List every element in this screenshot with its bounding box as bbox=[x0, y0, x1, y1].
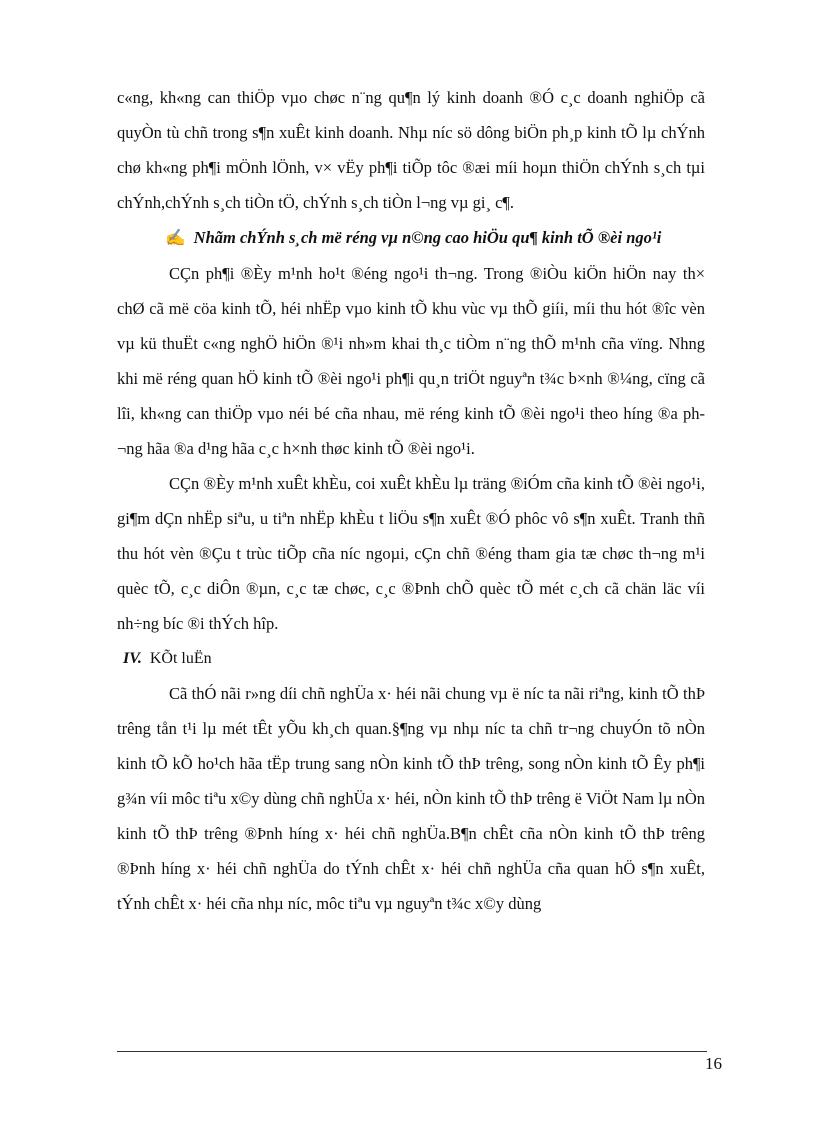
text-line: ®Þnh híng x· héi chñ nghÜa do tÝnh chÊt x· héi chñ nghÜa cña quan hÖ bbox=[117, 859, 636, 878]
text-line: c«ng, kh«ng can thiÖp vµo chøc n¨ng qu¶n lý kinh doanh ®Ó c¸c doanh bbox=[117, 88, 628, 107]
subheading-foreign-economic-policy bbox=[117, 220, 705, 256]
section-heading-conclusion bbox=[117, 641, 705, 676]
text-line: kinh tÕ thÞ trêng, song nÒn kinh tÕ Êy ph¶i g¾n víi môc tiªu x©y dùng bbox=[117, 754, 706, 808]
text-line: chøc, c¸c ®Þnh chÕ quèc tÕ mét c¸ch cã chän läc víi nh÷ng bíc ®i thÝch bbox=[117, 579, 706, 633]
text-line: vµo néi bé cña nhau, më réng kinh tÕ ®èi ngo¹i theo híng ®a ph¬ng hãa bbox=[117, 404, 705, 458]
text-line: ph¸p kinh tÕ lµ chÝnh chø kh«ng ph¶i mÖnh lÖnh, v× vËy ph¶i tiÕp tôc bbox=[117, 123, 706, 177]
text-line: tÕ ®èi ngo¹i, gi¶m dÇn nhËp siªu, u tiªn nhËp khÈu t liÖu s¶n xuÊt ®Ó bbox=[117, 474, 705, 528]
text-line: Cã thÓ nãi r»ng díi chñ nghÜa x· héi nãi chung vµ ë níc ta nãi bbox=[169, 684, 585, 703]
subheading-text: ngo¹i bbox=[626, 228, 662, 247]
subheading-text: Nhãm chÝnh s¸ch më réng vµ n©ng cao hiÖu qu¶ kinh tÕ ®èi bbox=[193, 228, 623, 247]
paragraph-continuation bbox=[117, 80, 705, 220]
text-line: ngo¹i ph¶i qu¸n triÖt nguyªn t¾c b×nh ®¼ng, cïng cã lîi, kh«ng can thiÖp bbox=[117, 369, 706, 423]
paragraph-foreign-trade bbox=[117, 256, 705, 466]
text-line: cÇn chñ ®éng tham gia tæ chøc th¬ng m¹i quèc tÕ, c¸c diÔn ®µn, c¸c tæ bbox=[117, 544, 706, 598]
text-line: CÇn ®Èy m¹nh xuÊt khÈu, coi xuÊt khÈu lµ träng ®iÓm cña kinh bbox=[169, 474, 614, 493]
text-line: nghiÖp cã quyÒn tù chñ trong s¶n xuÊt kinh doanh. Nhµ níc sö dông biÖn bbox=[117, 88, 705, 142]
paragraph-export bbox=[117, 466, 705, 641]
text-line: ®æi míi hoµn thiÖn chÝnh s¸ch tµi chÝnh,chÝnh s¸ch tiÒn tÖ, chÝnh s¸ch bbox=[117, 158, 706, 212]
text-line: hiÖn nay th× chØ cã më cöa kinh tÕ, héi nhËp vµo kinh tÕ khu vùc vµ thÕ bbox=[117, 264, 705, 318]
text-line: tiÒn l¬ng vµ gi¸ c¶. bbox=[382, 193, 515, 212]
text-line: phôc vô s¶n xuÊt. Tranh thñ thu hót vèn ®Çu t trùc tiÕp cña níc ngoµi, bbox=[117, 509, 705, 563]
footer-rule bbox=[117, 1051, 707, 1052]
text-line: chñ nghÜa x· héi, nÒn kinh tÕ thÞ trêng ë ViÖt Nam lµ nÒn kinh tÕ thÞ bbox=[117, 789, 705, 843]
text-line: s¶n xuÊt, tÝnh chÊt x· héi cña nhµ níc, môc tiªu vµ nguyªn t¾c x©y dùng bbox=[117, 859, 706, 913]
page-content bbox=[117, 80, 705, 921]
text-line: giíi, míi thu hót ®îc vèn vµ kü thuËt c«ng nghÖ hiÖn ®¹i nh»m khai th¸c bbox=[117, 299, 705, 353]
paragraph-conclusion bbox=[117, 676, 705, 921]
text-line: tiÒm n¨ng thÕ m¹nh cña vïng. Nhng khi më réng quan hÖ kinh tÕ ®èi bbox=[117, 334, 706, 388]
section-title: KÕt luËn bbox=[149, 650, 212, 667]
text-line: hîp. bbox=[253, 614, 279, 633]
text-line: ®a d¹ng hãa c¸c h×nh thøc kinh tÕ ®èi ngo¹i. bbox=[173, 439, 475, 458]
text-line: níc ta chñ tr¬ng chuyÓn tõ nÒn kinh tÕ kÕ ho¹ch hãa tËp trung sang nÒn bbox=[117, 719, 706, 773]
text-line: trêng ®Þnh híng x· héi chñ nghÜa.B¶n chÊt cña nÒn kinh tÕ thÞ trêng bbox=[204, 824, 705, 843]
text-line: CÇn ph¶i ®Èy m¹nh ho¹t ®éng ngo¹i th¬ng. Trong ®iÒu kiÖn bbox=[169, 264, 607, 283]
page-number: 16 bbox=[705, 1054, 722, 1073]
writing-hand-icon: ✍ bbox=[165, 228, 186, 247]
text-line: riªng, kinh tÕ thÞ trêng tån t¹i lµ mét tÊt yÕu kh¸ch quan.§¶ng vµ nhµ bbox=[117, 684, 705, 738]
section-number: IV. bbox=[123, 650, 142, 667]
